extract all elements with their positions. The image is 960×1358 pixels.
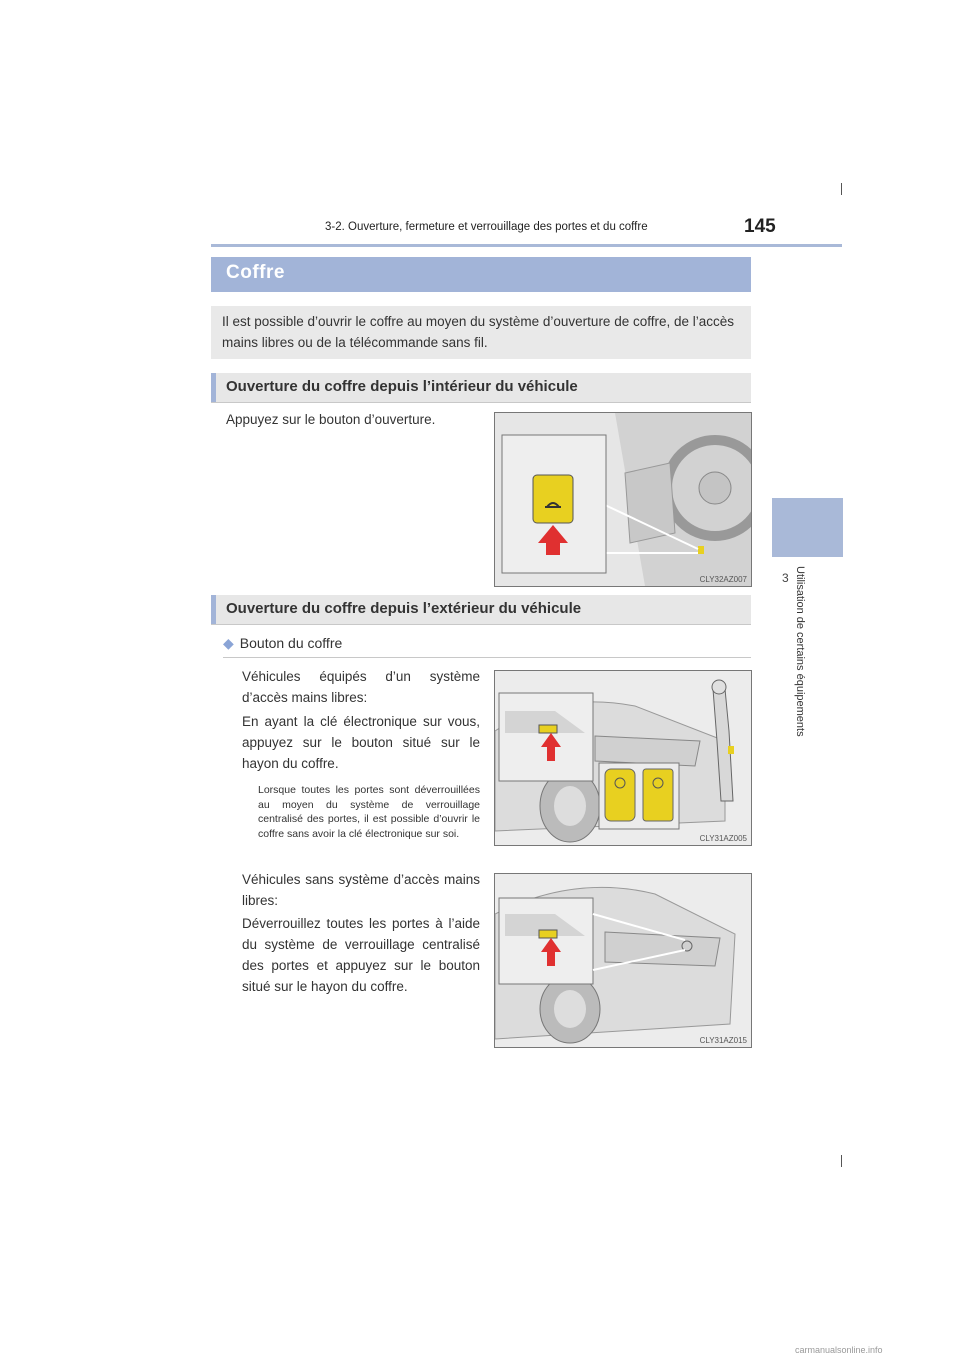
chapter-tab	[772, 498, 843, 557]
running-header: 3-2. Ouverture, fermeture et verrouillage des portes et du coffre	[325, 221, 648, 233]
paragraph-title: Véhicules sans système d’accès mains libres:	[242, 872, 480, 908]
section-heading-text: Ouverture du coffre depuis l’intérieur du véhicule	[226, 378, 578, 395]
page-title-bar	[211, 257, 751, 292]
diamond-icon: ◆	[223, 635, 234, 651]
note-text: Lorsque toutes les portes sont déverrouillées au moyen du système de verrouillage centralisé des portes, il est possible d’ouvrir le coffre sans avoir la clé électronique sur soi.	[258, 784, 480, 840]
figure-interior-opener	[494, 412, 752, 587]
intro-box	[211, 306, 751, 359]
subheading	[223, 635, 342, 652]
section-heading-exterior	[211, 595, 751, 625]
paragraph-body: Déverrouillez toutes les portes à l’aide du système de verrouillage centralisé des portes et appuyez sur le bouton situé sur le hayon du coffre.	[242, 916, 480, 994]
crop-mark	[841, 183, 842, 195]
header-rule	[211, 244, 842, 247]
watermark: carmanualsonline.info	[795, 1345, 883, 1355]
chapter-number: 3	[782, 571, 789, 585]
figure-code: CLY31AZ015	[699, 1036, 747, 1045]
paragraph-body: En ayant la clé électronique sur vous, appuyez sur le bouton situé sur le hayon du coffre.	[242, 714, 480, 771]
heading-accent	[211, 595, 216, 624]
instruction-text: Appuyez sur le bouton d’ouverture.	[226, 412, 436, 427]
subheading-rule	[223, 657, 751, 658]
page-title: Coffre	[226, 262, 285, 283]
heading-accent	[211, 373, 216, 402]
figure-code: CLY31AZ005	[699, 834, 747, 843]
intro-text: Il est possible d’ouvrir le coffre au moyen du système d’ouverture de coffre, de l’accès mains libres ou de la télécommande sans fil.	[222, 314, 735, 350]
paragraph-title: Véhicules équipés d’un système d’accès mains libres:	[242, 669, 480, 705]
subheading-text: Bouton du coffre	[239, 635, 343, 651]
crop-mark	[841, 1155, 842, 1167]
page-number: 145	[744, 216, 776, 237]
figure-trunk-button	[494, 873, 752, 1048]
figure-code: CLY32AZ007	[699, 575, 747, 584]
section-heading-text: Ouverture du coffre depuis l’extérieur du véhicule	[226, 600, 582, 617]
chapter-label: Utilisation de certains équipements	[794, 566, 806, 737]
section-heading-interior	[211, 373, 751, 403]
figure-smartkey-button	[494, 670, 752, 846]
